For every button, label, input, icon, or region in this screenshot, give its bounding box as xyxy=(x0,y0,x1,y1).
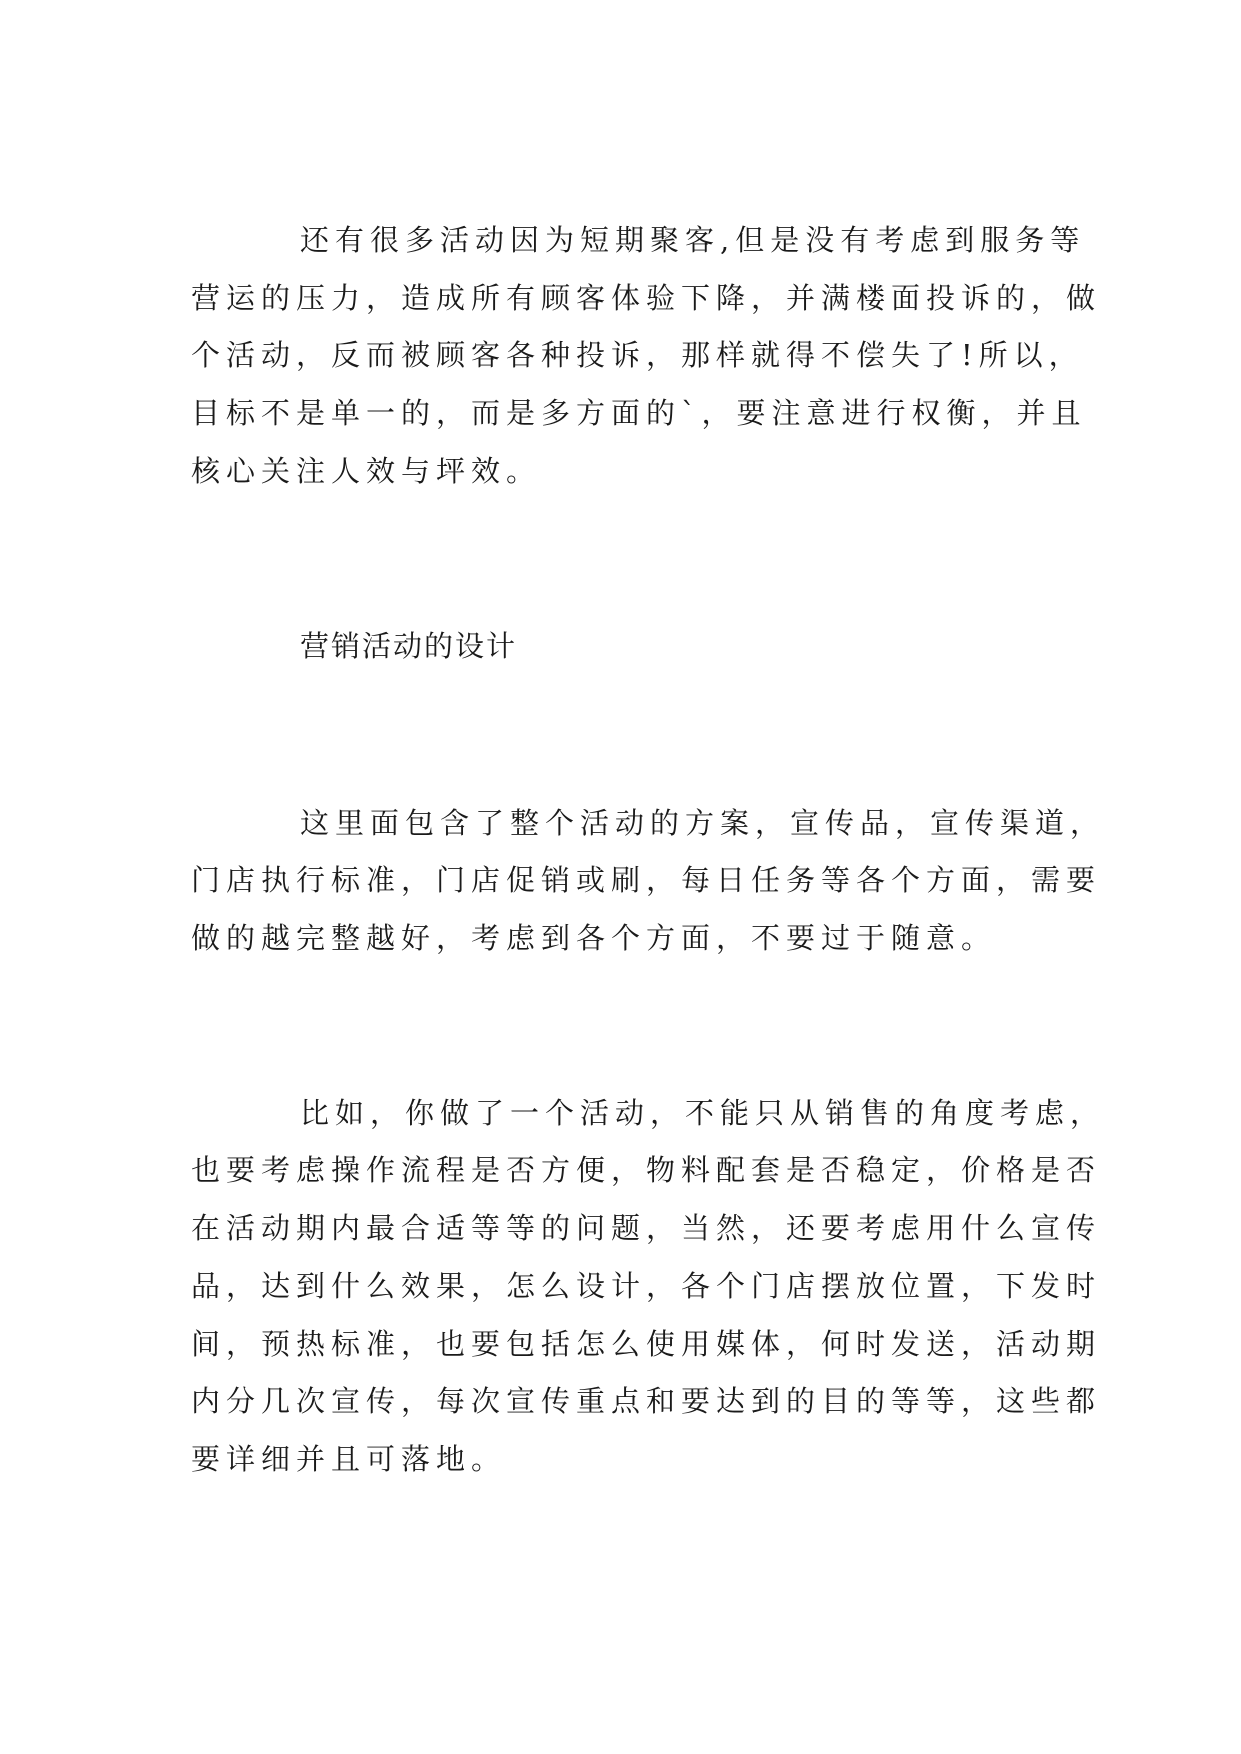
paragraph-3-line-6: 内分几次宣传，每次宣传重点和要达到的目的等等，这些都 xyxy=(191,1384,1102,1418)
paragraph-3-line-1: 比如，你做了一个活动，不能只从销售的角度考虑， xyxy=(300,1096,1106,1130)
paragraph-3-line-4: 品，达到什么效果，怎么设计，各个门店摆放位置，下发时 xyxy=(191,1269,1102,1303)
paragraph-2-line-1: 这里面包含了整个活动的方案，宣传品，宣传渠道， xyxy=(300,806,1106,840)
paragraph-1-line-4: 目标不是单一的，而是多方面的`，要注意进行权衡，并且 xyxy=(191,396,1087,430)
paragraph-2-line-2: 门店执行标准，门店促销或刷，每日任务等各个方面，需要 xyxy=(191,863,1102,897)
paragraph-3-line-3: 在活动期内最合适等等的问题，当然，还要考虑用什么宣传 xyxy=(191,1211,1102,1245)
paragraph-3-line-2: 也要考虑操作流程是否方便，物料配套是否稳定，价格是否 xyxy=(191,1153,1102,1187)
section-heading: 营销活动的设计 xyxy=(300,629,518,663)
paragraph-1-line-1: 还有很多活动因为短期聚客,但是没有考虑到服务等 xyxy=(300,223,1086,257)
paragraph-3-line-5: 间，预热标准，也要包括怎么使用媒体，何时发送，活动期 xyxy=(191,1327,1102,1361)
paragraph-1-line-2: 营运的压力，造成所有顾客体验下降，并满楼面投诉的，做 xyxy=(191,281,1102,315)
paragraph-1-line-3: 个活动，反而被顾客各种投诉，那样就得不偿失了!所以， xyxy=(191,338,1084,372)
paragraph-2-line-3: 做的越完整越好，考虑到各个方面，不要过于随意。 xyxy=(191,921,997,955)
paragraph-3-line-7: 要详细并且可落地。 xyxy=(191,1442,507,1476)
paragraph-1-line-5: 核心关注人效与坪效。 xyxy=(191,454,542,488)
